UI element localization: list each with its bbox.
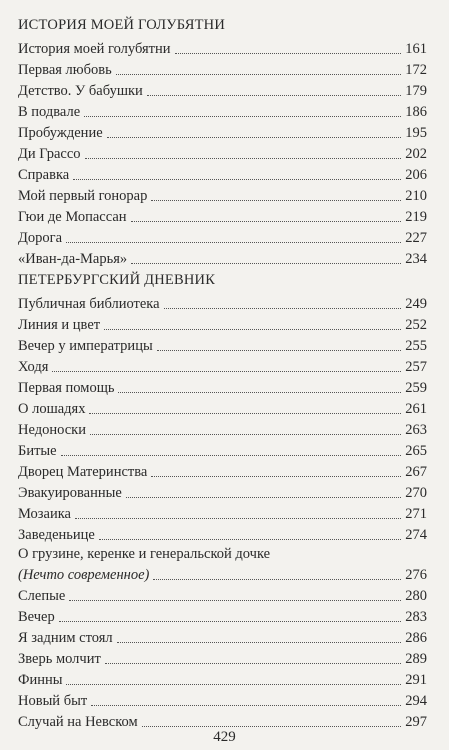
dot-leader: [117, 641, 402, 643]
toc-entry-title: Мой первый гонорар: [18, 188, 148, 204]
toc-entry-title: Дворец Материнства: [18, 464, 148, 480]
toc-entry-page: 234: [405, 251, 427, 267]
toc-entry-title: Вечер: [18, 609, 55, 625]
toc-entry: [18, 711, 427, 731]
dot-leader: [116, 73, 402, 75]
toc-entry-title: Детство. У бабушки: [18, 83, 143, 99]
toc-entry-page: 283: [405, 609, 427, 625]
toc-entry-title: История моей голубятни: [18, 41, 171, 57]
toc-entry-title-line2: (Нечто современное): [18, 567, 150, 583]
toc-entry-page: 195: [405, 125, 427, 141]
toc-entry: [18, 101, 427, 121]
toc-entry-page: 289: [405, 651, 427, 667]
toc-entry: [18, 206, 427, 226]
dot-leader: [107, 136, 402, 138]
toc-entry-page: 255: [405, 338, 427, 354]
toc-entry: [18, 461, 427, 481]
toc-entry: [18, 293, 427, 313]
toc-entry-page: 259: [405, 380, 427, 396]
section-title-pigeon-house: ИСТОРИЯ МОЕЙ ГОЛУБЯТНИ: [18, 17, 226, 33]
toc-entry-title: Зверь молчит: [18, 651, 101, 667]
toc-entry: [18, 524, 427, 544]
dot-leader: [75, 517, 401, 519]
toc-entry: [18, 398, 427, 418]
dot-leader: [91, 704, 401, 706]
toc-entry-page: 286: [405, 630, 427, 646]
dot-leader: [90, 433, 401, 435]
toc-entry: [18, 248, 427, 268]
toc-entry: [18, 164, 427, 184]
dot-leader: [153, 578, 401, 580]
dot-leader: [151, 475, 401, 477]
page-number: 429: [213, 729, 236, 745]
toc-entry: [18, 143, 427, 163]
dot-leader: [69, 599, 401, 601]
toc-entry-title: Эвакуированные: [18, 485, 122, 501]
dot-leader: [175, 52, 402, 54]
dot-leader: [126, 496, 401, 498]
dot-leader: [151, 199, 401, 201]
toc-entry-page: 294: [405, 693, 427, 709]
toc-entry-title: О лошадях: [18, 401, 86, 417]
toc-entry-title: Линия и цвет: [18, 317, 101, 333]
toc-entry-title: Дорога: [18, 230, 63, 246]
toc-entry-page: 265: [405, 443, 427, 459]
toc-entry-page: 267: [405, 464, 427, 480]
toc-entry-title: Публичная библиотека: [18, 296, 160, 312]
toc-entry: [18, 564, 427, 584]
toc-entry-title: В подвале: [18, 104, 81, 120]
dot-leader: [104, 328, 401, 330]
dot-leader: [131, 262, 401, 264]
toc-entry-title: «Иван-да-Марья»: [18, 251, 128, 267]
toc-entry-page: 206: [405, 167, 427, 183]
toc-entry-title: Ди Грассо: [18, 146, 81, 162]
toc-entry: [18, 314, 427, 334]
toc-entry-title: Новый быт: [18, 693, 88, 709]
toc-entry: [18, 122, 427, 142]
toc-entry-title: Ходя: [18, 359, 49, 375]
toc-entry-title: Слепые: [18, 588, 66, 604]
toc-entry-page: 179: [405, 83, 427, 99]
toc-entry: [18, 627, 427, 647]
toc-entry: [18, 503, 427, 523]
toc-entry-title: Пробуждение: [18, 125, 103, 141]
dot-leader: [105, 662, 401, 664]
toc-entry: [18, 185, 427, 205]
toc-entry: [18, 648, 427, 668]
toc-entry-page: 274: [405, 527, 427, 543]
dot-leader: [164, 307, 402, 309]
toc-entry-title: Недоноски: [18, 422, 86, 438]
toc-entry: [18, 80, 427, 100]
dot-leader: [61, 454, 402, 456]
toc-entry-page: 202: [405, 146, 427, 162]
toc-entry: [18, 606, 427, 626]
toc-entry: [18, 669, 427, 689]
section-title-petersburg-diary: ПЕТЕРБУРГСКИЙ ДНЕВНИК: [18, 272, 216, 288]
dot-leader: [89, 412, 401, 414]
toc-entry-page: 186: [405, 104, 427, 120]
toc-entry: [18, 356, 427, 376]
dot-leader: [84, 115, 401, 117]
toc-entry-page: 172: [405, 62, 427, 78]
toc-entry: [18, 419, 427, 439]
toc-entry: [18, 585, 427, 605]
toc-entry-title: Битые: [18, 443, 57, 459]
dot-leader: [142, 725, 402, 727]
dot-leader: [147, 94, 401, 96]
toc-entry: [18, 38, 427, 58]
toc-entry-title-line1: О грузине, керенке и генеральской дочке: [18, 546, 271, 562]
toc-entry: [18, 59, 427, 79]
toc-entry-title: Случай на Невском: [18, 714, 138, 730]
toc-entry-title: Мозаика: [18, 506, 71, 522]
toc-entry-page: 271: [405, 506, 427, 522]
toc-entry-page: 249: [405, 296, 427, 312]
toc-entry-title: Справка: [18, 167, 70, 183]
toc-entry-page: 219: [405, 209, 427, 225]
toc-entry-page: 270: [405, 485, 427, 501]
toc-entry-title: Гюи де Мопассан: [18, 209, 127, 225]
toc-entry-page: 291: [405, 672, 427, 688]
toc-entry: [18, 377, 427, 397]
toc-entry-page: 276: [405, 567, 427, 583]
dot-leader: [99, 538, 401, 540]
toc-entry-page: 210: [405, 188, 427, 204]
toc-entry-title: Первая помощь: [18, 380, 115, 396]
dot-leader: [66, 241, 401, 243]
toc-entry-title: Заведеньице: [18, 527, 95, 543]
toc-entry-page: 263: [405, 422, 427, 438]
toc-entry-page: 297: [405, 714, 427, 730]
toc-entry-page: 161: [405, 41, 427, 57]
dot-leader: [131, 220, 402, 222]
dot-leader: [66, 683, 401, 685]
toc-entry-page: 280: [405, 588, 427, 604]
toc-entry-title: Я задним стоял: [18, 630, 113, 646]
toc-entry: [18, 227, 427, 247]
dot-leader: [157, 349, 402, 351]
toc-entry: [18, 690, 427, 710]
toc-entry: [18, 440, 427, 460]
toc-entry-page: 261: [405, 401, 427, 417]
toc-entry-title: Первая любовь: [18, 62, 112, 78]
toc-entry-page: 252: [405, 317, 427, 333]
toc-entry-title: Вечер у императрицы: [18, 338, 153, 354]
toc-entry-page: 257: [405, 359, 427, 375]
dot-leader: [73, 178, 401, 180]
dot-leader: [118, 391, 401, 393]
dot-leader: [59, 620, 402, 622]
toc-entry-title: Финны: [18, 672, 63, 688]
dot-leader: [52, 370, 401, 372]
dot-leader: [85, 157, 402, 159]
toc-entry: [18, 482, 427, 502]
toc-entry: [18, 335, 427, 355]
toc-entry-page: 227: [405, 230, 427, 246]
